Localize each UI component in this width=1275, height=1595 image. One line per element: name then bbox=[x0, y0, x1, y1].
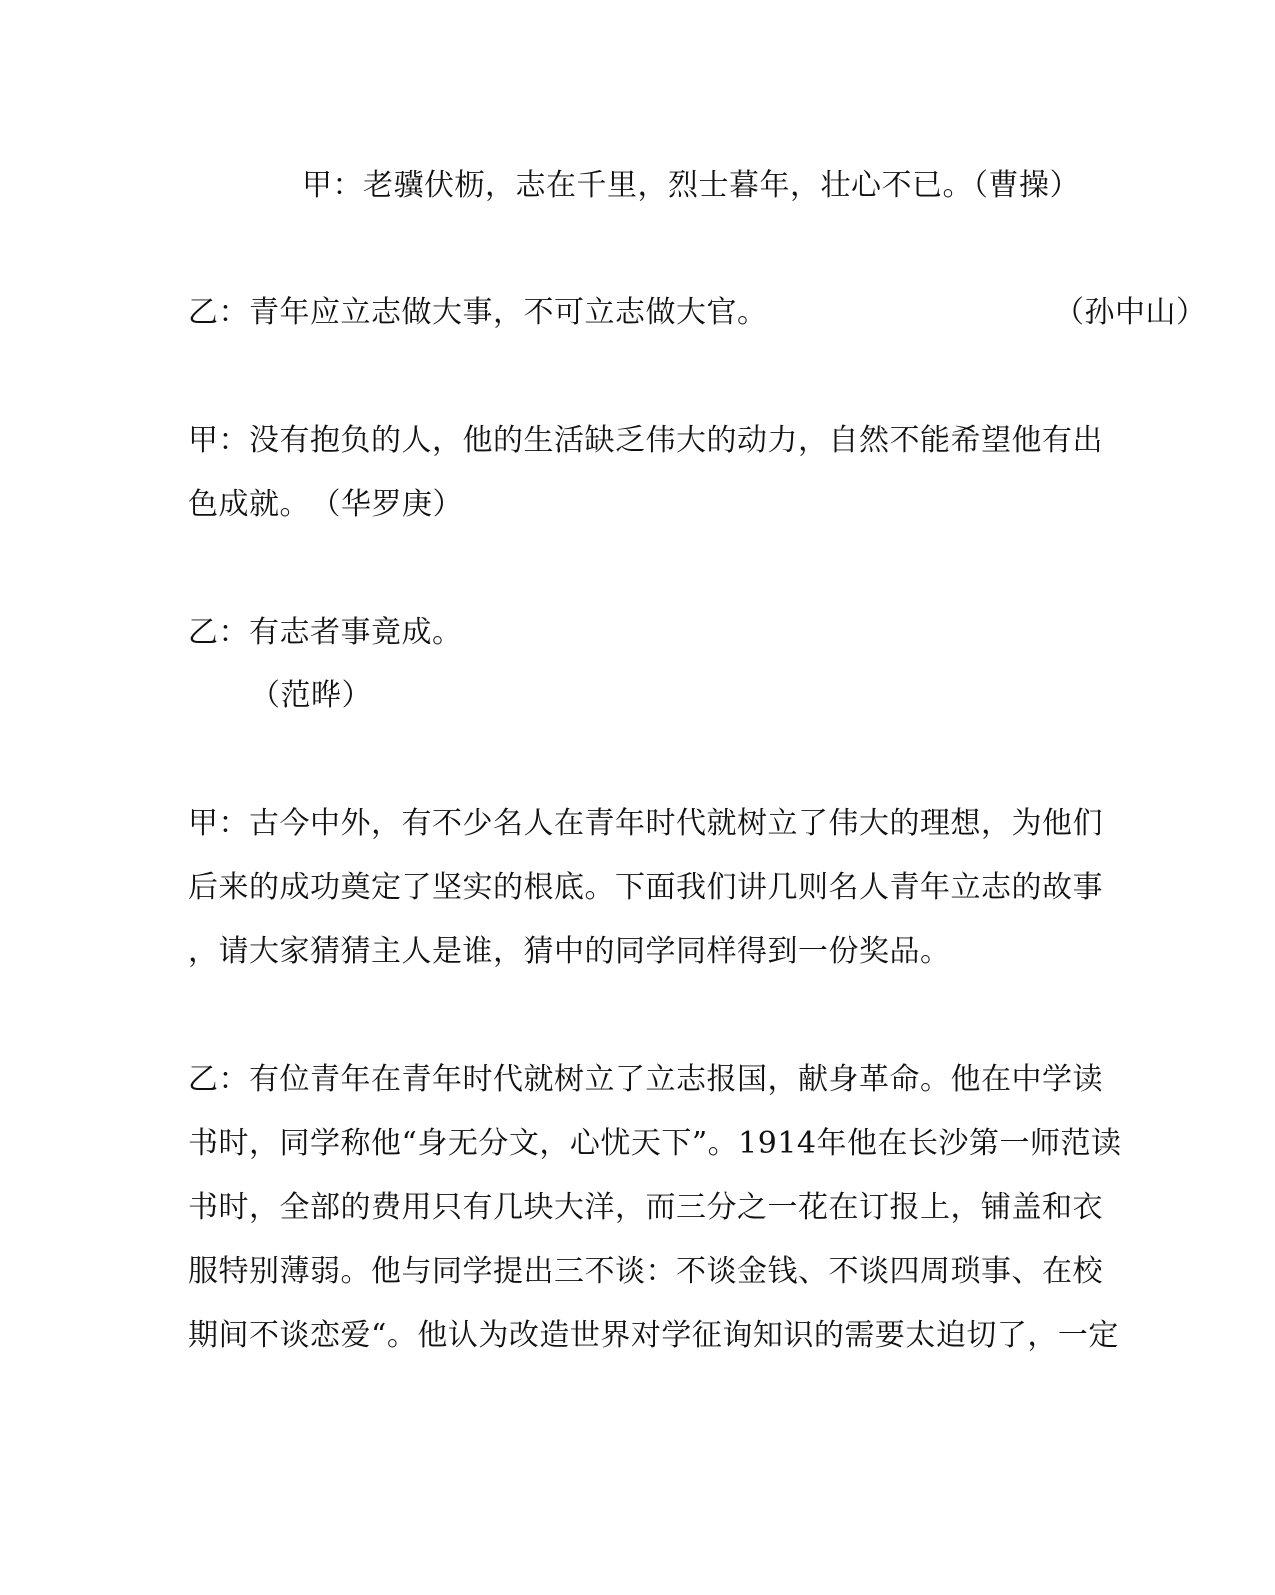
quote-hualuogeng-line-1: 甲：没有抱负的人，他的生活缺乏伟大的动力，自然不能希望他有出 bbox=[188, 423, 1103, 458]
quote-text: 乙：青年应立志做大事，不可立志做大官。 bbox=[188, 295, 768, 330]
paragraph-yi-line-5: 期间不谈恋爱“。他认为改造世界对学征询知识的需要太迫切了，一定 bbox=[188, 1318, 1119, 1353]
paragraph-yi-line-3: 书时，全部的费用只有几块大洋，而三分之一花在订报上，铺盖和衣 bbox=[188, 1190, 1103, 1225]
quote-sun-zhongshan bbox=[188, 293, 1207, 333]
paragraph-jia-line-1: 甲：古今中外，有不少名人在青年时代就树立了伟大的理想，为他们 bbox=[188, 806, 1103, 841]
paragraph-yi-line-4: 服特别薄弱。他与同学提出三不谈：不谈金钱、不谈四周琐事、在校 bbox=[188, 1254, 1103, 1289]
quote-caocao: 甲：老骥伏枥，志在千里，烈士暮年，壮心不已。（曹操） bbox=[302, 168, 1080, 203]
paragraph-jia-line-3: ，请大家猜猜主人是谁，猜中的同学同样得到一份奖品。 bbox=[188, 934, 951, 969]
paragraph-yi-line-1: 乙：有位青年在青年时代就树立了立志报国，献身革命。他在中学读 bbox=[188, 1062, 1103, 1097]
quote-attribution: （孙中山） bbox=[1054, 295, 1207, 330]
quote-hualuogeng-line-2: 色成就。 （华罗庚） bbox=[188, 487, 463, 522]
quote-fanye: 乙：有志者事竟成。 bbox=[188, 615, 463, 650]
quote-fanye-attribution: （范晔） bbox=[250, 678, 372, 713]
paragraph-jia-line-2: 后来的成功奠定了坚实的根底。下面我们讲几则名人青年立志的故事 bbox=[188, 870, 1103, 905]
paragraph-yi-line-2: 书时，同学称他“身无分文，心忧天下”。1914年他在长沙第一师范读 bbox=[188, 1126, 1122, 1161]
